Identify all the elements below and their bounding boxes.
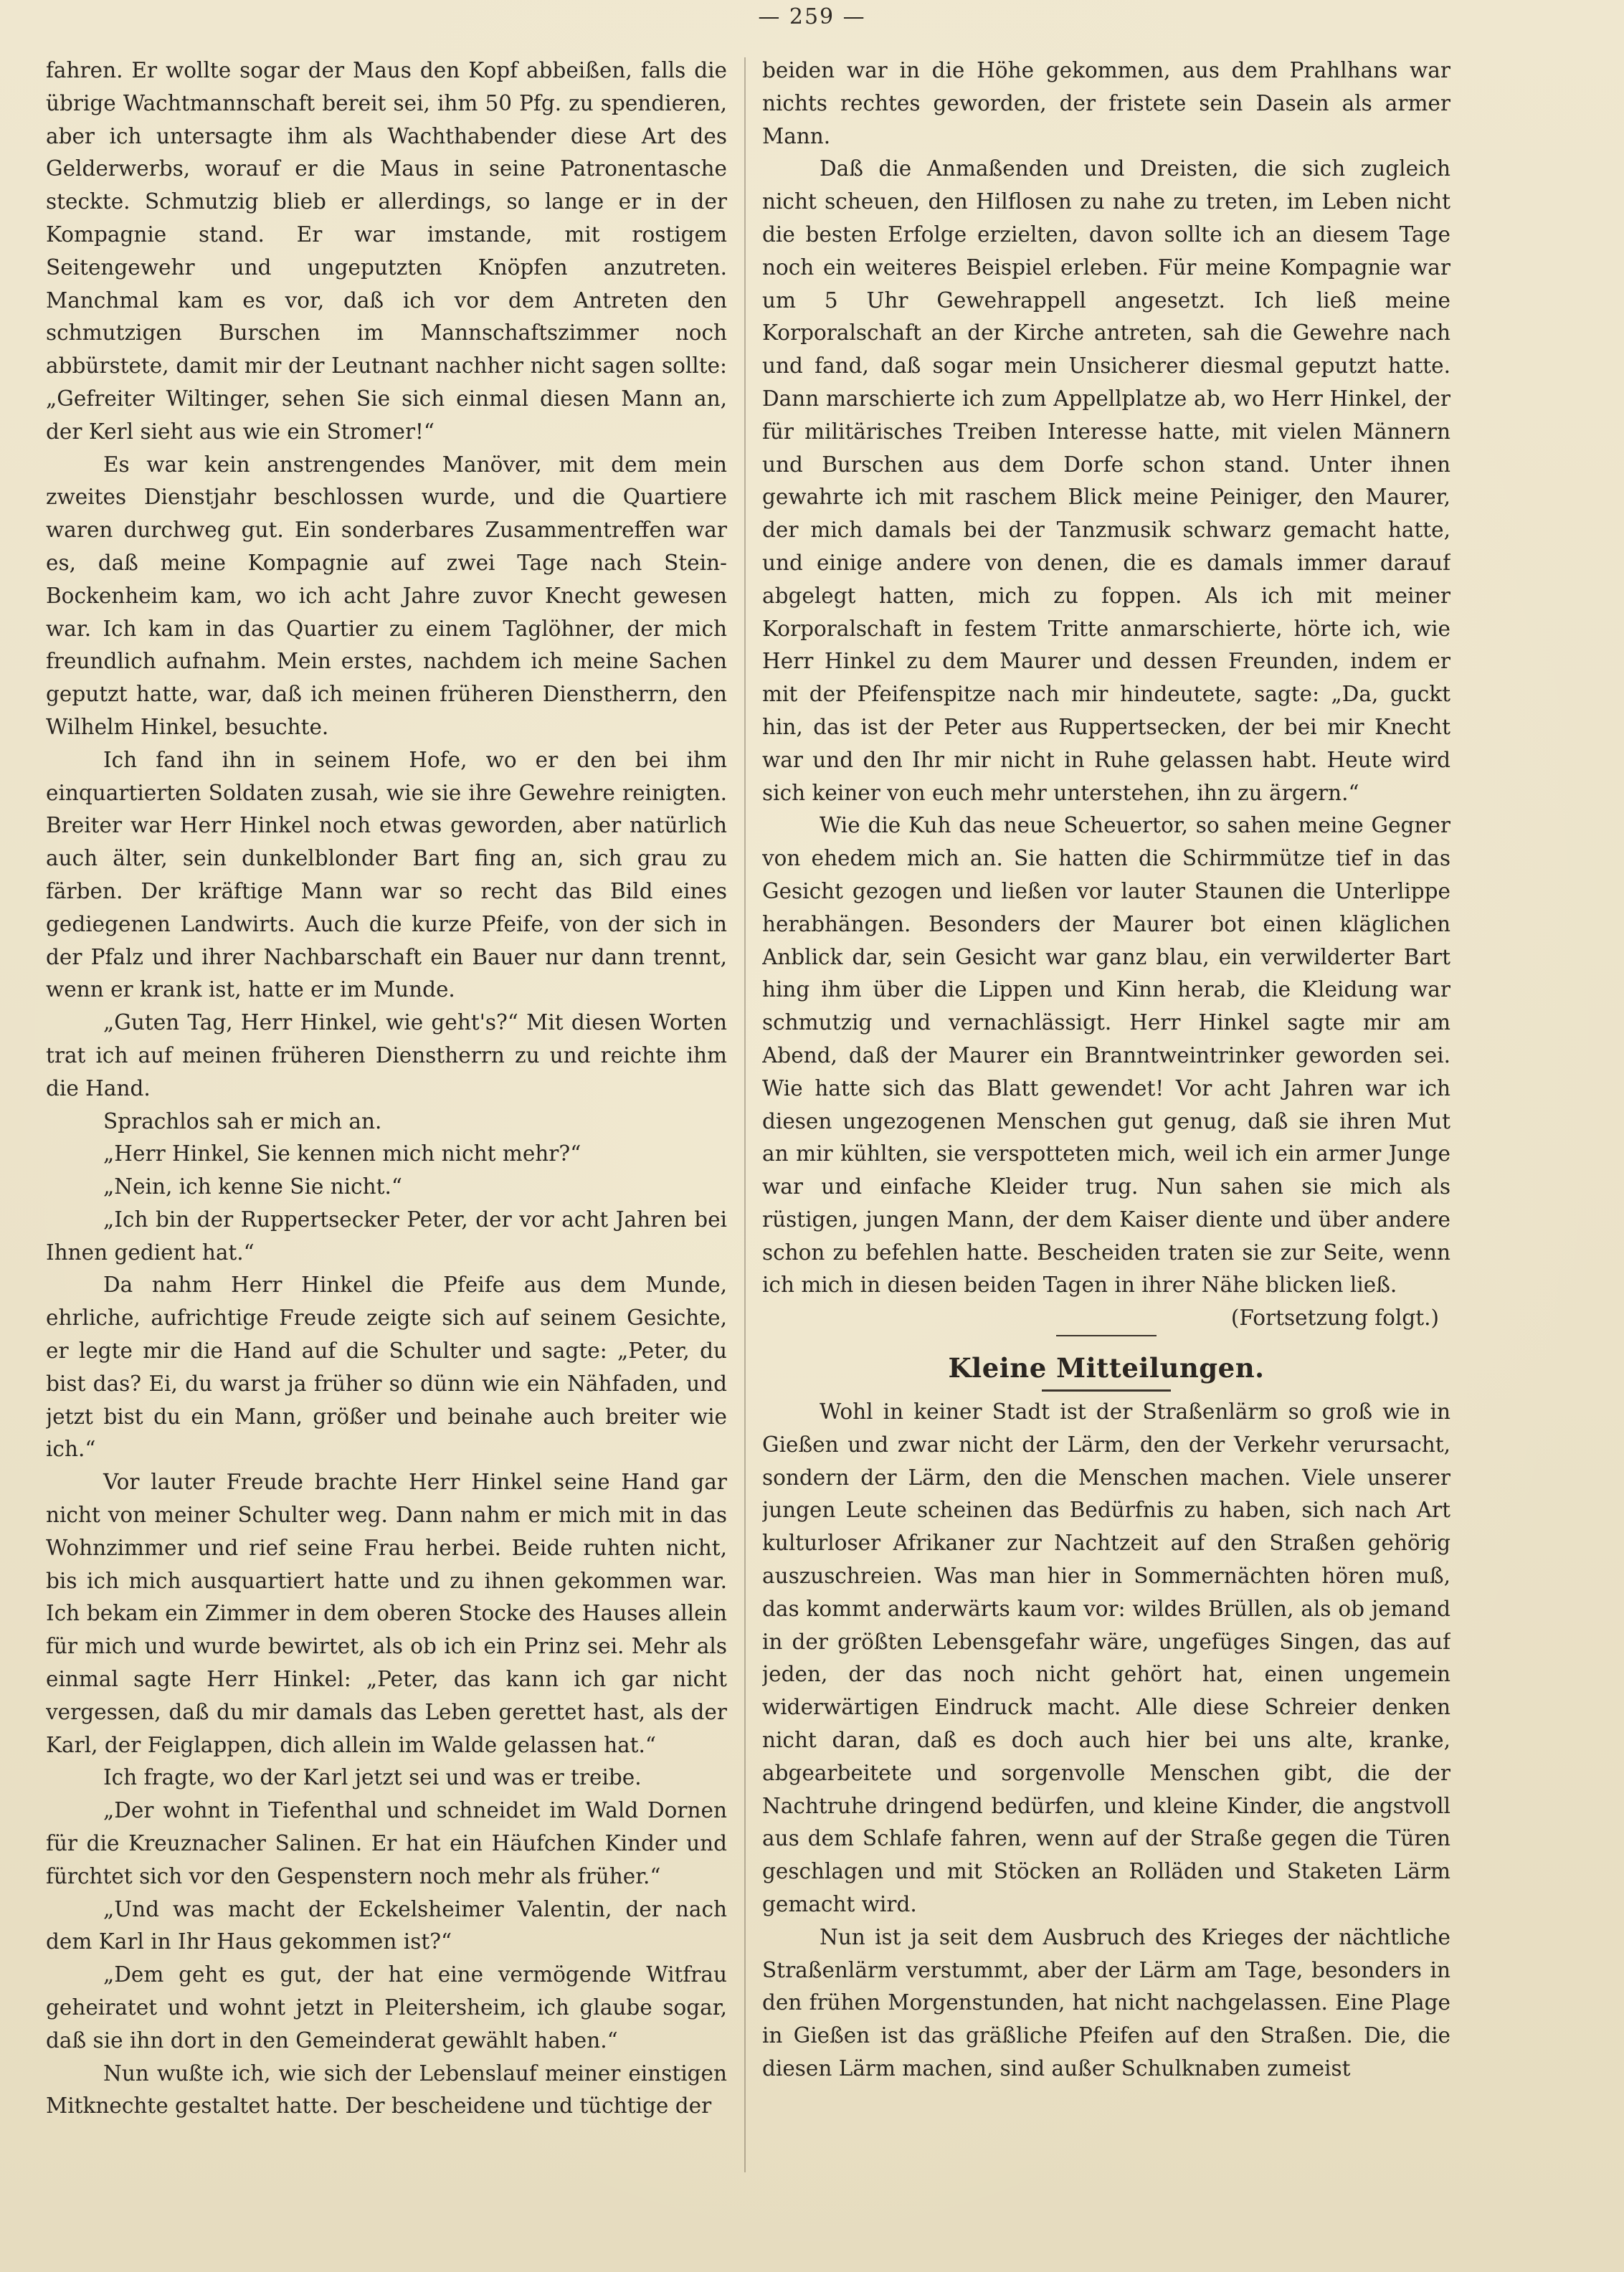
paragraph: „Dem geht es gut, der hat eine vermögende Witfrau geheiratet und wohnt jetzt in Pleitersheim, ich glaube sogar, daß sie ihn dort in den Gemeinderat gewählt haben.“ (46, 1962, 727, 2053)
paragraph: „Nein, ich kenne Sie nicht.“ (103, 1174, 402, 1199)
paragraph: „Herr Hinkel, Sie kennen mich nicht mehr?“ (103, 1141, 581, 1166)
section-divider (1056, 1335, 1157, 1336)
paragraph: beiden war in die Höhe gekommen, aus dem Prahlhans war nichts rechtes geworden, der fristete sein Dasein als armer Mann. (762, 58, 1450, 148)
paragraph: Ich fand ihn in seinem Hofe, wo er den bei ihm einquartierten Soldaten zusah, wie sie ihre Gewehre reinigten. Breiter war Herr Hinkel noch etwas geworden, aber natürlich auch älter, sein dunkelblonder Bart fing an, sich grau zu färben. Der kräftige Mann war so recht das Bild eines gediegenen Landwirts. Auch die kurze Pfeife, von der sich in der Pfalz und ihrer Nachbarschaft ein Bauer nur dann trennt, wenn er krank ist, hatte er im Munde. (46, 747, 727, 1002)
paragraph: Es war kein anstrengendes Manöver, mit dem mein zweites Dienstjahr beschlossen wurde, und die Quartiere waren durchweg gut. Ein sonderbares Zusammentreffen war es, daß meine Kompagnie auf zwei Tage nach Stein-Bockenheim kam, wo ich acht Jahre zuvor Knecht gewesen war. Ich kam in das Quartier zu einem Taglöhner, der mich freundlich aufnahm. Mein erstes, nachdem ich meine Sachen geputzt hatte, war, daß ich meinen früheren Dienstherrn, den Wilhelm Hinkel, besuchte. (46, 452, 727, 739)
heading-underline (1042, 1389, 1171, 1392)
paragraph: fahren. Er wollte sogar der Maus den Kopf abbeißen, falls die übrige Wachtmannschaft bereit sei, ihm 50 Pfg. zu spendieren, aber ich untersagte ihm als Wachthabender diese Art des Gelderwerbs, worauf er die Maus in seine Patronentasche steckte. Schmutzig blieb er allerdings, so lange er in der Kompagnie stand. Er war imstande, mit rostigem Seitengewehr und ungeputzten Knöpfen anzutreten. Manchmal kam es vor, daß ich vor dem Antreten den schmutzigen Burschen im Mannschaftszimmer noch abbürstete, damit mir der Leutnant nachher nicht sagen sollte: „Gefreiter Wiltinger, sehen Sie sich einmal diesen Mann an, der Kerl sieht aus wie ein Stromer!“ (46, 58, 727, 444)
paragraph: „Der wohnt in Tiefenthal und schneidet im Wald Dornen für die Kreuznacher Salinen. Er hat ein Häufchen Kinder und fürchtet sich vor den Gespenstern noch mehr als früher.“ (46, 1798, 727, 1888)
paragraph: „Guten Tag, Herr Hinkel, wie geht's?“ Mit diesen Worten trat ich auf meinen früheren Dienstherrn zu und reichte ihm die Hand. (46, 1010, 727, 1101)
page-number: — 259 — (758, 4, 866, 29)
paragraph: Nun wußte ich, wie sich der Lebenslauf meiner einstigen Mitknechte gestaltet hatte. Der bescheidene und tüchtige der (46, 2061, 727, 2119)
paragraph: Daß die Anmaßenden und Dreisten, die sich zugleich nicht scheuen, den Hilflosen zu nahe zu treten, im Leben nicht die besten Erfolge erzielten, davon sollte ich an diesem Tage noch ein weiteres Beispiel erleben. Für meine Kompagnie war um 5 Uhr Gewehrappell angesetzt. Ich ließ meine Korporalschaft an der Kirche antreten, sah die Gewehre nach und fand, daß sogar mein Unsicherer diesmal geputzt hatte. Dann marschierte ich zum Appellplatze ab, wo Herr Hinkel, der für militärisches Treiben Interesse hatte, mit vielen Männern und Burschen aus dem Dorfe schon stand. Unter ihnen gewahrte ich mit raschem Blick meine Peiniger, den Maurer, der mich damals bei der Tanzmusik schwarz gemacht hatte, und einige andere von denen, die es damals immer darauf abgelegt hatten, mich zu foppen. Als ich mit meiner Korporalschaft in festem Tritte anmarschierte, hörte ich, wie Herr Hinkel zu dem Maurer und dessen Freunden, indem er mit der Pfeifenspitze nach mir hindeutete, sagte: „Da, guckt hin, das ist der Peter aus Ruppertsecken, der bei mir Knecht war und den Ihr mir nicht in Ruhe gelassen habt. Heute wird sich keiner von euch mehr unterstehen, ihn zu ärgern.“ (762, 156, 1450, 805)
left-column (46, 54, 727, 2241)
paragraph: Da nahm Herr Hinkel die Pfeife aus dem Munde, ehrliche, aufrichtige Freude zeigte sich auf seinem Gesichte, er legte mir die Hand auf die Schulter und sagte: „Peter, du bist das? Ei, du warst ja früher so dünn wie ein Nähfaden, und jetzt bist du ein Mann, größer und beinahe auch breiter wie ich.“ (46, 1273, 727, 1462)
paragraph: Wohl in keiner Stadt ist der Straßenlärm so groß wie in Gießen und zwar nicht der Lärm, den der Verkehr verursacht, sondern der Lärm, den die Menschen machen. Viele unserer jungen Leute scheinen das Bedürfnis zu haben, sich nach Art kulturloser Afrikaner zur Nachtzeit auf den Straßen gehörig auszuschreien. Was man hier in Sommernächten hören muß, das kommt anderwärts kaum vor: wildes Brüllen, als ob jemand in der größten Lebensgefahr wäre, ungefüges Singen, das auf jeden, der das noch nicht gehört hat, einen ungemein widerwärtigen Eindruck macht. Alle diese Schreier denken nicht daran, daß es doch auch hier bei uns alte, kranke, abgearbeitete und sorgenvolle Menschen gibt, die der Nachtruhe dringend bedürfen, und kleine Kinder, die angstvoll aus dem Schlafe fahren, wenn auf der Straße gegen die Türen geschlagen und mit Stöcken an Rolläden und Staketen Lärm gemacht wird. (762, 1399, 1450, 1917)
paragraph: Ich fragte, wo der Karl jetzt sei und was er treibe. (103, 1765, 642, 1790)
continuation-note: (Fortsetzung folgt.) (1230, 1306, 1439, 1331)
paragraph: Vor lauter Freude brachte Herr Hinkel seine Hand gar nicht von meiner Schulter weg. Dann nahm er mich mit in das Wohnzimmer und rief seine Frau herbei. Beide ruhten nicht, bis ich mich ausquartiert hatte und zu ihnen gekommen war. Ich bekam ein Zimmer in dem oberen Stocke des Hauses allein für mich und wurde bewirtet, als ob ich ein Prinz sei. Mehr als einmal sagte Herr Hinkel: „Peter, das kann ich gar nicht vergessen, daß du mir damals das Leben gerettet hast, als der Karl, der Feiglappen, dich allein im Walde gelassen hat.“ (46, 1470, 727, 1757)
paragraph: Nun ist ja seit dem Ausbruch des Krieges der nächtliche Straßenlärm verstummt, aber der Lärm am Tage, besonders in den frühen Morgenstunden, hat nicht nachgelassen. Eine Plage in Gießen ist das gräßliche Pfeifen auf den Straßen. Die, die diesen Lärm machen, sind außer Schulknaben zumeist (762, 1924, 1450, 2081)
paragraph: „Ich bin der Ruppertsecker Peter, der vor acht Jahren bei Ihnen gedient hat.“ (46, 1207, 727, 1265)
section-heading: Kleine Mitteilungen. (948, 1352, 1265, 1384)
paragraph: „Und was macht der Eckelsheimer Valentin, der nach dem Karl in Ihr Haus gekommen ist?“ (46, 1896, 727, 1954)
column-divider (744, 57, 746, 2172)
right-column (762, 54, 1450, 2241)
paragraph: Sprachlos sah er mich an. (103, 1108, 382, 1133)
paragraph: Wie die Kuh das neue Scheuertor, so sahen meine Gegner von ehedem mich an. Sie hatten die Schirmmütze tief in das Gesicht gezogen und ließen vor lauter Staunen die Unterlippe herabhängen. Besonders der Maurer bot einen kläglichen Anblick dar, sein Gesicht war ganz blau, ein verwilderter Bart hing ihm über die Lippen und Kinn herab, die Kleidung war schmutzig und vernachlässigt. Herr Hinkel sagte mir am Abend, daß der Maurer ein Branntweintrinker geworden sei. Wie hatte sich das Blatt gewendet! Vor acht Jahren war ich diesen ungezogenen Menschen gut genug, daß sie ihren Mut an mir kühlten, sie verspotteten mich, weil ich ein armer Junge war und einfache Kleider trug. Nun sahen sie mich als rüstigen, jungen Mann, der dem Kaiser diente und über andere schon zu befehlen hatte. Bescheiden traten sie zur Seite, wenn ich mich in diesen beiden Tagen in ihrer Nähe blicken ließ. (762, 813, 1450, 1298)
